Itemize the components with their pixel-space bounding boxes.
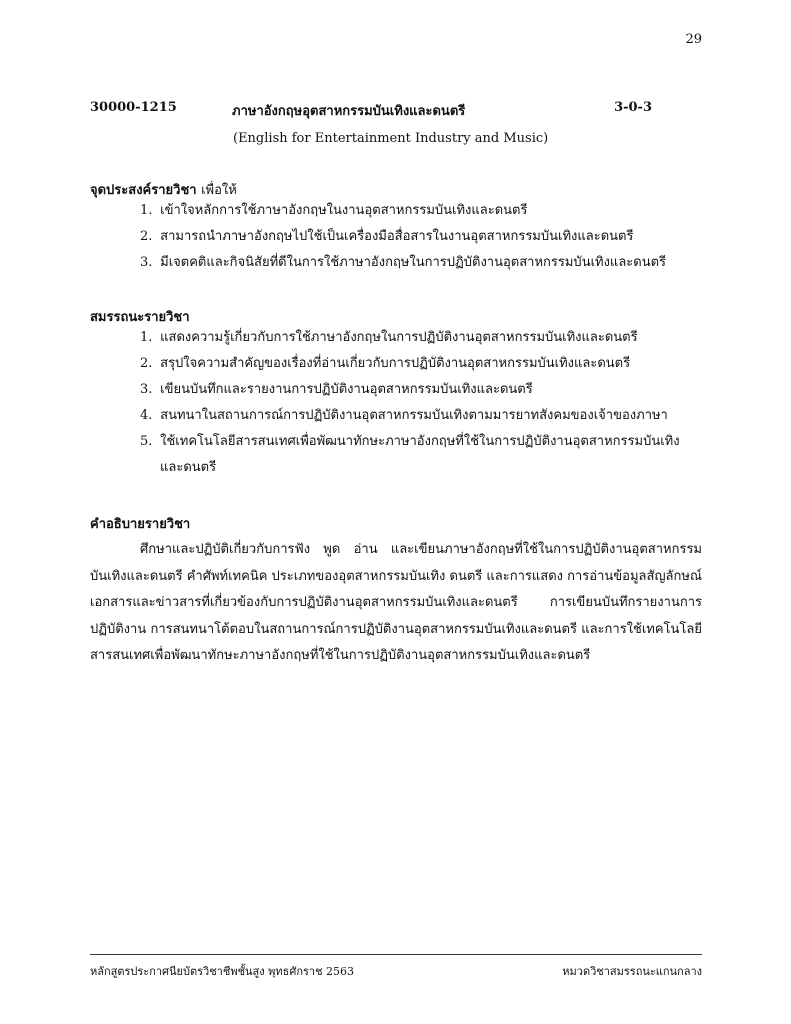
item-text-continuation: และดนตรี — [160, 460, 217, 475]
objectives-heading-text: จุดประสงค์รายวิชา — [90, 183, 197, 198]
item-text: สรุปใจความสำคัญของเรื่องที่อ่านเกี่ยวกับการปฏิบัติงานอุตสาหกรรมบันเทิงและดนตรี — [160, 356, 631, 371]
description-body: ศึกษาและปฏิบัติเกี่ยวกับการฟัง พูด อ่าน และเขียนภาษาอังกฤษที่ใช้ในการปฏิบัติงานอุตสาหกรรมบันเทิงและดนตรี คำศัพท์เทคนิค ประเภทของอุตสาหกรรมบันเทิง ดนตรี และการแสดง การอ่านข้อมูลสัญลักษณ์ เอกสารและข่าวสารที่เกี่ยวข้องกับการปฏิบัติงานอุตสาหกรรมบันเทิงและดนตรี การเขียนบันทึกรายงานการปฏิบัติงาน การสนทนาโต้ตอบในสถานการณ์การปฏิบัติงานอุตสาหกรรมบันเทิงและดนตรี และการใช้เทคโนโลยีสารสนเทศเพื่อพัฒนาทักษะภาษาอังกฤษที่ใช้ในการปฏิบัติงานอุตสาหกรรมบันเทิงและดนตรี — [90, 542, 702, 664]
course-code: 30000-1215 — [90, 100, 177, 115]
objectives-list — [140, 198, 666, 276]
item-number: 5. — [140, 434, 153, 449]
objectives-heading-suffix: เพื่อให้ — [201, 183, 237, 198]
course-header — [90, 100, 702, 120]
description-heading: คำอธิบายรายวิชา — [90, 517, 191, 532]
objectives-heading — [90, 179, 237, 200]
list-item — [140, 250, 666, 276]
item-number: 1. — [140, 330, 153, 345]
item-text: ใช้เทคโนโลยีสารสนเทศเพื่อพัฒนาทักษะภาษาอังกฤษที่ใช้ในการปฏิบัติงานอุตสาหกรรมบันเทิง — [160, 434, 680, 449]
item-text: แสดงความรู้เกี่ยวกับการใช้ภาษาอังกฤษในการปฏิบัติงานอุตสาหกรรมบันเทิงและดนตรี — [160, 330, 638, 345]
item-text: สามารถนำภาษาอังกฤษไปใช้เป็นเครื่องมือสื่อสารในงานอุตสาหกรรมบันเทิงและดนตรี — [160, 229, 634, 244]
page-number: 29 — [685, 32, 702, 47]
course-credits: 3-0-3 — [614, 100, 652, 115]
list-item — [140, 224, 666, 250]
item-number: 2. — [140, 229, 153, 244]
item-number: 3. — [140, 255, 153, 270]
item-number: 2. — [140, 356, 153, 371]
item-number: 3. — [140, 382, 153, 397]
competencies-list — [140, 325, 700, 481]
list-item — [140, 403, 700, 429]
item-number: 1. — [140, 203, 153, 218]
item-text: มีเจตคติและกิจนิสัยที่ดีในการใช้ภาษาอังกฤษในการปฏิบัติงานอุตสาหกรรมบันเทิงและดนตรี — [160, 255, 667, 270]
list-item — [140, 351, 700, 377]
item-text: สนทนาในสถานการณ์การปฏิบัติงานอุตสาหกรรมบันเทิงตามมารยาทสังคมของเจ้าของภาษา — [160, 408, 668, 423]
footer-category: หมวดวิชาสมรรถนะแกนกลาง — [562, 965, 702, 978]
item-text: เขียนบันทึกและรายงานการปฏิบัติงานอุตสาหกรรมบันเทิงและดนตรี — [160, 382, 533, 397]
footer-divider — [90, 954, 702, 955]
item-number: 4. — [140, 408, 153, 423]
list-item — [140, 377, 700, 403]
list-item — [140, 325, 700, 351]
course-subtitle: (English for Entertainment Industry and Music) — [233, 131, 549, 146]
footer-curriculum: หลักสูตรประกาศนียบัตรวิชาชีพชั้นสูง พุทธศักราช 2563 — [90, 965, 355, 978]
item-text: เข้าใจหลักการใช้ภาษาอังกฤษในงานอุตสาหกรรมบันเทิงและดนตรี — [160, 203, 528, 218]
competencies-heading: สมรรถนะรายวิชา — [90, 310, 190, 325]
list-item — [140, 429, 700, 481]
course-title: ภาษาอังกฤษอุตสาหกรรมบันเทิงและดนตรี — [232, 104, 466, 119]
list-item — [140, 198, 666, 224]
